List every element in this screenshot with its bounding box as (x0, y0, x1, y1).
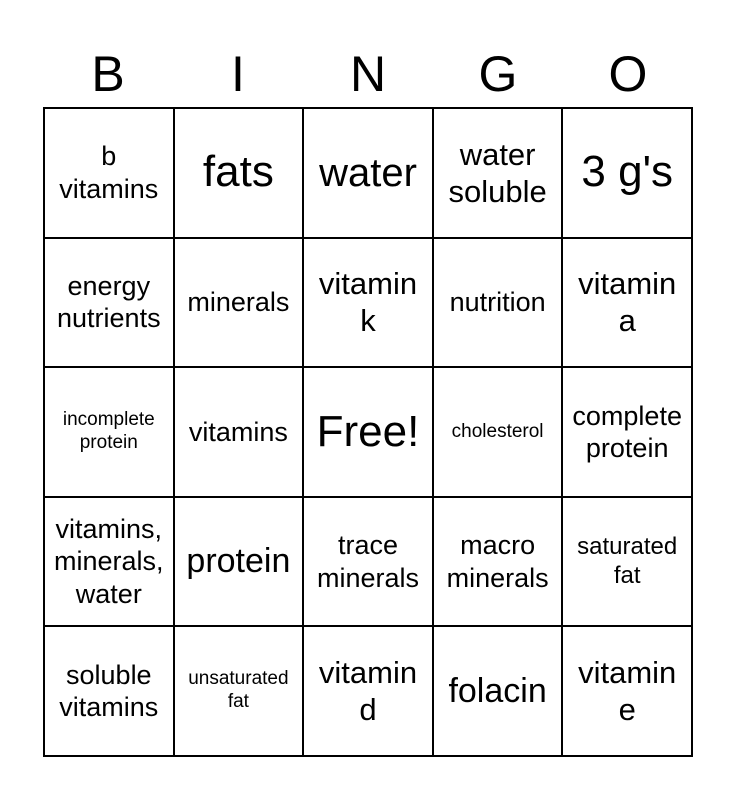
cell-label: incomplete protein (62, 409, 155, 453)
cell-label: water soluble (448, 136, 547, 209)
header-letter-b: B (91, 46, 125, 102)
cell-label: water (319, 150, 417, 195)
cell-label: vitamin e (578, 655, 677, 728)
cell-label: energy nutrients (57, 271, 161, 334)
cell-label: trace minerals (316, 530, 419, 593)
cell-label: soluble vitamins (59, 659, 159, 723)
bingo-cell-r4c4[interactable] (433, 497, 563, 627)
cell-label: cholesterol (451, 420, 544, 442)
cell-label: b vitamins (59, 141, 159, 204)
bingo-cell-r1c2[interactable] (174, 108, 304, 238)
cell-label: macro minerals (446, 530, 549, 593)
bingo-cell-r2c4[interactable] (433, 238, 563, 368)
bingo-cell-r3c2[interactable] (174, 367, 304, 497)
header-letter-i: I (231, 46, 245, 102)
bingo-cell-r5c3[interactable] (303, 626, 433, 756)
free-space-label: Free! (316, 406, 420, 456)
bingo-cell-r2c3[interactable] (303, 238, 433, 368)
bingo-cell-r4c3[interactable] (303, 497, 433, 627)
bingo-cell-r5c5[interactable] (562, 626, 692, 756)
bingo-cell-r2c1[interactable] (44, 238, 174, 368)
cell-label: vitamin d (318, 655, 418, 728)
bingo-cell-r3c1[interactable] (44, 367, 174, 497)
header-letter-g: G (478, 46, 518, 102)
bingo-cell-r2c5[interactable] (562, 238, 692, 368)
bingo-cell-r5c1[interactable] (44, 626, 174, 756)
cell-label: 3 g's (581, 147, 673, 197)
bingo-cell-r4c1[interactable] (44, 497, 174, 627)
header-letter-o: O (608, 46, 648, 102)
cell-label: saturated fat (577, 532, 678, 589)
cell-label: nutrition (449, 287, 546, 318)
cell-label: minerals (187, 287, 290, 318)
cell-label: unsaturated fat (188, 668, 289, 713)
bingo-cell-r3c4[interactable] (433, 367, 563, 497)
bingo-cell-r5c2[interactable] (174, 626, 304, 756)
cell-label: fats (202, 147, 274, 197)
cell-label: complete protein (572, 400, 682, 463)
bingo-cell-r1c5[interactable] (562, 108, 692, 238)
bingo-cell-r5c4[interactable] (433, 626, 563, 756)
bingo-cell-r1c1[interactable] (44, 108, 174, 238)
bingo-cell-r4c5[interactable] (562, 497, 692, 627)
bingo-cell-r2c2[interactable] (174, 238, 304, 368)
bingo-board (43, 107, 693, 757)
cell-label: protein (186, 542, 291, 581)
cell-label: vitamin k (318, 266, 418, 339)
cell-label: vitamin a (578, 266, 677, 339)
bingo-cell-r4c2[interactable] (174, 497, 304, 627)
bingo-cell-r1c4[interactable] (433, 108, 563, 238)
bingo-cell-r3c3[interactable] (303, 367, 433, 497)
cell-label: vitamins (188, 416, 288, 447)
cell-label: folacin (448, 671, 547, 710)
bingo-cell-r1c3[interactable] (303, 108, 433, 238)
bingo-header (43, 40, 693, 108)
header-letter-n: N (349, 46, 387, 102)
cell-label: vitamins, minerals, water (54, 514, 164, 609)
bingo-cell-r3c5[interactable] (562, 367, 692, 497)
